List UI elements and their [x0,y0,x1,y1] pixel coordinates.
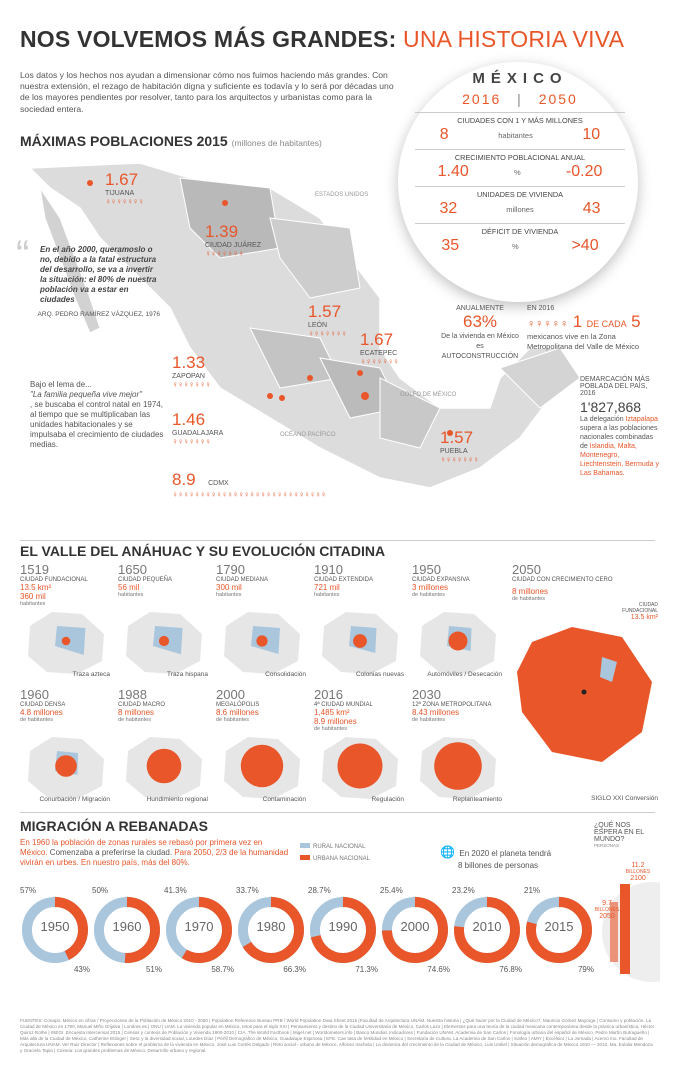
panel-sub: habitantes [20,601,46,607]
panel-name: CIUDAD EXTENDIDA [314,577,374,583]
demarcacion-text-a: La delegación [580,416,626,423]
rural-pct: 21% [524,886,541,895]
panel-year: 1650 [118,562,147,577]
donut-item [524,886,594,974]
year-separator: | [517,91,523,107]
anual-text: De la vivienda en México es AUTOCONSTRUCCIÓN [441,333,519,360]
donut-chart [308,895,378,965]
city-cdmx [172,470,372,499]
valle-panel [216,562,308,680]
donut-item [92,886,162,974]
migracion-title: MIGRACIÓN A REBANADAS [20,818,208,834]
quote-mark-icon: “ [16,233,30,277]
panel-value: 1,485 km² [314,708,350,717]
panel-label: Conurbación / Migración [39,796,110,803]
urban-pct: 43% [73,965,90,974]
panel-label: Consolidación [265,671,306,678]
rural-pct: 57% [20,886,37,895]
city-value: 1.67 [360,330,394,349]
valley-map [414,731,502,801]
valley-map [22,731,110,801]
quote-text: En el año 2000, queramoslo o no, debido a la fatal estructura del desarrollo, se va a invertir la situación: el 80% de nuestra población va a estar en ciudades [40,245,157,304]
city-name: ECATEPEC [360,350,398,357]
panel-year: 1790 [216,562,245,577]
rural-pct: 41.3% [164,886,187,895]
people-icons: ♀♀♀♀♀♀♀ [308,329,347,338]
panel-sub: de habitantes [512,596,546,602]
panel-label: Hundimiento regional [146,796,208,803]
planet-text-b: 8 billones de personas [458,861,539,870]
city-name: CDMX [208,480,229,487]
legend-urban-swatch [300,855,310,860]
donut-chart [164,895,234,965]
urban-pct: 79% [577,965,594,974]
urban-area [338,744,383,789]
stat-b: 10 [582,126,601,143]
people-icons: ♀♀♀♀♀ [527,318,569,330]
mexico-stats [415,70,625,255]
stat-label: DÉFICIT DE VIVIENDA [481,227,559,236]
urban-pct: 58.7% [211,965,234,974]
city-value: 1.46 [172,410,206,429]
city-name: CIUDAD JUÁREZ [205,242,262,249]
donut-year: 1990 [328,919,358,934]
lema-body: , se buscaba el control natal en 1974, al tiempo que se multiplicaban las unidades habitacionales y se impulsaba el crecimiento de ciudades medias. [30,400,164,449]
valle-panel [118,687,210,805]
valle-panel [118,562,210,680]
panel-year: 2050 [512,562,541,577]
footer-sources: FUENTES: Conapo. México en cifras / Proyecciones de la Población de México 2010 - 2050 | Population Reference Bureau PRB / World Population Data Sheet 2015 |Facultad de Arquitectura UNAM. Nuestra historia | ¿Qué hacer por la Ciudad de México?, Mauricio Gómez Mayorga | Consumo y población. La Ciudad de México en 1790, Manuel Miño Grijalva | Londres.es | ONU | UAM. La vivienda popular en México, retos para el siglo XXI | Pensamiento y destino de la Ciudad Universitaria de México, Carlos Lazo | Elementos para una teoría de la ciudad mexicana contemporánea desde la práctica urbanística, Héctor Quiroz Rothe | INEGI. Encuesta Intercensal 2015 | Censos y conteos de Población y Vivienda 1900-2010 | CIA. The World Factbook | Migel.net | Worldometers.info | Banco Mundial. Indicadores | Fundación UNAM. Academia de San Carlos | Fonología urbana del español de México, Pedro Martín Butragueño | Más allá de la Ciudad de México, Catherine Ettinger | Sesc y la diversidad social, Lourdes Díaz | Perfil Demográfico de México, Guadalupe Espinosa | EFE. Cae tasa de fertilidad en México | Secretaría de Cultura. La Academia de San Carlos | Sotfeo | AMIY | Excélsior | La Jornada | Acervo mo. Facultad de Arquitectura UNAM. Ver Ruiz Director | Reflexiones sobre el problema de la vivienda en México, José Luis Cortés Delgado | Reto social - urbano de México, Alfonso Iracheta | La dinámica del crecimiento de la Ciudad de México, Luis Unikel | Situación demográfica de México 1910 — 2010, Ma. Eulalia Mendoza y Graciela Tapia | Coineia: Los grandes problemas de México. Desarrollo urbano y regional. [20,1018,655,1053]
stat-a: 32 [439,200,458,217]
future-2050 [592,900,622,920]
future-b-value: 11.2 [631,862,645,869]
panel-name: CIUDAD DENSA [20,702,66,708]
stat-label: UNIDADES DE VIVIENDA [477,190,563,199]
panel-name: 12ª ZONA METROPOLITANA [412,702,492,708]
stat-unit: % [511,241,519,251]
planet-note [440,843,600,871]
donut-item [164,886,234,974]
migracion-text-c: Para 2050, 2/3 de la humanidad vivirán en urbes. [20,848,289,867]
oceano-label: OCÉANO PACÍFICO [280,432,336,438]
panel-label: Replanteamiento [452,796,502,803]
divider [20,540,655,541]
anual-label: ANUALMENTE [456,305,504,312]
legend-rural [300,843,370,850]
panel-sub: habitantes [118,592,144,598]
stat-label: CRECIMIENTO POBLACIONAL ANUAL [454,153,586,162]
en2016-prefix: 1 [572,312,583,331]
rural-pct: 50% [92,886,109,895]
panel-value: 8 millones [118,708,155,717]
valley-map [414,606,502,676]
future-a-year: 2050 [599,913,615,920]
panel-sub: de habitantes [412,592,446,598]
migracion-text [20,838,290,868]
panel-value: 8.6 millones [216,708,259,717]
valley-map [218,731,306,801]
rural-pct: 33.7% [236,886,259,895]
panel-year: 2030 [412,687,441,702]
donut-year: 1960 [112,919,142,934]
planet-text-a: En 2020 el planeta tendrá [459,849,552,858]
panel-label: Traza hispana [167,671,208,678]
city-name: PUEBLA [440,448,468,455]
urban-area [241,745,283,787]
demarcacion-place: Iztapalapa [625,416,658,423]
stat-unit: % [513,167,521,177]
donut-year: 2010 [472,919,502,934]
migracion-text-a: En 1960 la población de zonas rurales se rebasó por primera vez en México. [20,838,263,857]
city-value: 1.57 [308,302,342,321]
valle-title: EL VALLE DEL ANÁHUAC Y SU EVOLUCIÓN CITADINA [20,543,386,559]
city-ecatepec [360,330,450,366]
legend-urban-label: URBANA NACIONAL [313,856,371,862]
stat-label: CIUDADES CON 1 Y MÁS MILLONES [457,116,583,125]
valley-map [22,606,110,676]
future-a-unit: BILLONES [594,907,620,913]
urban-area [62,637,71,646]
en2016-label: EN 2016 [527,305,555,312]
donut-chart [20,895,90,965]
donut-item [380,886,450,974]
legend-urban [300,855,370,862]
fund-label: CIUDAD FUNDACIONAL [622,602,658,614]
en2016-box [527,305,657,352]
divider [20,812,655,813]
panel-name: CIUDAD FUNDACIONAL [20,577,88,583]
city-guadalajara [172,410,262,446]
page-title [20,26,624,53]
urban-area [449,632,468,651]
future-personas: PERSONAS [594,843,620,848]
rural-pct: 28.7% [308,886,331,895]
panel-value-2: 360 mil [20,592,46,601]
urban-pct: 76.8% [499,965,522,974]
panel-name: CIUDAD CON CRECIMIENTO CERO [512,577,613,583]
valle-panel [314,562,406,680]
stat-unit: millones [506,204,534,214]
anual-value: 63% [462,312,498,331]
urban-area [147,749,182,784]
maximas-subtitle: (millones de habitantes) [231,138,322,148]
future-question: ¿QUÉ NOS ESPERA EN EL MUNDO? [594,822,644,843]
year-2050: 2050 [538,91,578,107]
panel-sub: habitantes [314,592,340,598]
donut-year: 1950 [40,919,70,934]
future-b-unit: BILLONES [625,869,651,875]
maximas-heading: MÁXIMAS POBLACIONES 2015 [20,133,228,149]
donut-chart [380,895,450,965]
panel-label: Colonias nuevas [355,671,404,678]
panel-value: 300 mil [216,583,242,592]
panel-label: Traza azteca [72,671,110,678]
future-b-year: 2100 [630,875,646,882]
urban-pct: 71.3% [355,965,378,974]
stat-a: 35 [441,237,460,254]
legend-rural-swatch [300,843,310,848]
panel-year: 1960 [20,687,49,702]
donut-item [236,886,306,974]
people-icons: ♀♀♀♀♀♀♀ [440,455,479,464]
panel-value: 13.5 km² [20,583,52,592]
mexico-years [415,91,625,107]
demarcacion-text [580,415,660,478]
panel-label: Contaminación [262,796,306,803]
quote-author: ARQ. PEDRO RAMÍREZ VÁZQUEZ, 1976 [37,311,160,318]
donut-item [308,886,378,974]
panel-year: 1950 [412,562,441,577]
panel-name: CIUDAD EXPANSIVA [412,577,470,583]
city-value: 1.57 [440,428,474,447]
mexico-heading: MÉXICO [472,70,568,87]
valley-map [316,731,404,801]
people-icons: ♀♀♀♀♀♀♀ [172,380,211,389]
future-2100 [616,862,660,882]
city-juarez [205,222,295,258]
donut-chart [524,895,594,965]
panel-year: 2000 [216,687,245,702]
valle-panel [20,687,112,805]
urban-area [434,742,482,790]
golfo-label: GOLFO DE MÉXICO [400,392,457,398]
donut-year: 2015 [544,919,574,934]
panel-name: 4ª CIUDAD MUNDIAL [314,702,373,708]
map-2050 [512,622,662,772]
rural-pct: 23.2% [452,886,475,895]
migracion-text-d: En nuestro país, más del 80%. [78,858,190,867]
valle-panel [314,687,406,805]
donut-chart [236,895,306,965]
quote-ramirez [16,233,160,318]
demarcacion-text-b: supera a las poblaciones nacionales combinadas de [580,425,658,450]
valley-map [316,606,404,676]
title-main: NOS VOLVEMOS MÁS GRANDES: [20,26,397,52]
demarcacion-countries: Islandia, Malta, Montenegro, Liechtenstein, Bermuda y Las Bahamas. [580,443,659,477]
urban-pct: 74.6% [427,965,450,974]
lema-slogan: "La familia pequeña vive mejor" [30,390,142,399]
lema-intro: Bajo el lema de... [30,380,92,389]
title-accent: UNA HISTORIA VIVA [403,26,625,52]
valle-panel [216,687,308,805]
stat-a: 8 [439,126,449,143]
donut-year: 1980 [256,919,286,934]
globe-icon: 🌐 [440,845,455,859]
panel-value-2: 8.9 millones [314,717,357,726]
city-tijuana [105,170,195,206]
panel-sub: de habitantes [118,717,152,723]
panel-year: 1988 [118,687,147,702]
panel-name: CIUDAD MEDIANA [216,577,269,583]
donut-item [452,886,522,974]
autoconstruccion-box [440,305,520,362]
urban-area [353,634,367,648]
donut-chart [92,895,162,965]
urban-area [55,755,77,777]
people-icons: ♀♀♀♀♀♀♀ [205,249,244,258]
valley-map [120,731,208,801]
urban-area [256,635,267,646]
panel-year: 1519 [20,562,49,577]
migracion-text-b: Comenzaba a preferirse la ciudad. [47,848,173,857]
panel-value: 721 mil [314,583,340,592]
fundacional-note [603,602,658,621]
panel-year: 2016 [314,687,343,702]
urban-pct: 51% [145,965,162,974]
panel-name: MEGALÓPOLIS [216,702,260,708]
city-name: TIJUANA [105,190,135,197]
people-icons: ♀♀♀♀♀♀♀ [105,197,144,206]
estados-unidos-label: ESTADOS UNIDOS [315,192,369,198]
valley-map [120,606,208,676]
demarcacion-box [580,376,660,478]
future-a-value: 9.7 [602,900,612,907]
panel-sub: de habitantes [20,717,54,723]
valle-panel [412,687,504,805]
stat-row [415,223,625,255]
lema-box [30,380,165,450]
panel-name: CIUDAD MACRO [118,702,166,708]
valle-panel [20,562,112,680]
city-value: 1.33 [172,353,206,372]
city-value: 1.67 [105,170,139,189]
panel-label: SIGLO XXI Conversión [591,795,658,802]
panel-value: 56 mil [118,583,140,592]
valley-map [218,606,306,676]
stat-a: 1.40 [437,163,469,180]
en2016-mid: DE CADA [586,319,627,329]
city-value: 1.39 [205,222,239,241]
panel-value: 4.8 millones [20,708,63,717]
valle-panel [412,562,504,680]
city-name: ZAPOPAN [172,373,205,380]
city-value: 8.9 [172,470,196,489]
year-2016: 2016 [462,91,502,107]
city-puebla [440,428,530,464]
people-icons: ♀♀♀♀♀♀♀♀♀♀♀♀♀♀♀♀♀♀♀♀♀♀♀♀♀♀♀♀ [172,490,326,499]
stat-unit: habitantes [498,130,533,140]
donut-year: 2000 [400,919,430,934]
stat-b: >40 [571,237,599,254]
maximas-title [20,133,322,149]
urban-pct: 66.3% [283,965,306,974]
en2016-value: 5 [631,312,641,331]
panel-sub: de habitantes [314,726,348,732]
panel-value: 8 millones [512,587,549,596]
en2016-ratio [527,312,657,332]
en2016-text: mexicanos vive en la Zona Metropolitana del Valle de México [527,332,640,351]
donut-item [20,886,90,974]
panel-sub: de habitantes [216,717,250,723]
legend-rural-label: RURAL NACIONAL [313,844,366,850]
stat-row [415,149,625,181]
fund-value: 13.5 km² [630,614,658,621]
panel-year: 1910 [314,562,343,577]
panel-name: CIUDAD PEQUEÑA [118,577,173,583]
panel-value: 3 millones [412,583,449,592]
stat-row [415,186,625,218]
city-name: LEÓN [308,322,328,329]
intro-text: Los datos y los hechos nos ayudan a dimensionar cómo nos fuimos haciendo más grandes. Con nuestra extensión, el rezago de habitación digna y suficiente es todavía y lo será por décadas uno de los mayores pendientes por resolver, tanto para los arquitectos y urbanistas como para la sociedad entera. [20,70,394,114]
panel-value: 8.43 millones [412,708,460,717]
city-zapopan [172,353,262,389]
city-name: GUADALAJARA [172,430,224,437]
panel-sub: habitantes [216,592,242,598]
legend [300,843,370,862]
stat-b: -0.20 [565,163,603,180]
urban-area [159,636,169,646]
people-icons: ♀♀♀♀♀♀♀ [360,357,399,366]
panel-label: Regulación [371,796,404,803]
stat-b: 43 [582,200,601,217]
demarcacion-title: DEMARCACIÓN MÁS POBLADA DEL PAÍS, 2016 [580,376,650,397]
people-icons: ♀♀♀♀♀♀♀ [172,437,211,446]
rural-pct: 25.4% [380,886,403,895]
donut-chart [452,895,522,965]
panel-sub: de habitantes [412,717,446,723]
demarcacion-value: 1'827,868 [580,399,642,415]
panel-2050 [512,562,662,802]
donut-year: 1970 [184,919,214,934]
future-box [594,822,660,848]
stat-row [415,112,625,144]
panel-label: Automóviles / Desecación [427,671,502,678]
